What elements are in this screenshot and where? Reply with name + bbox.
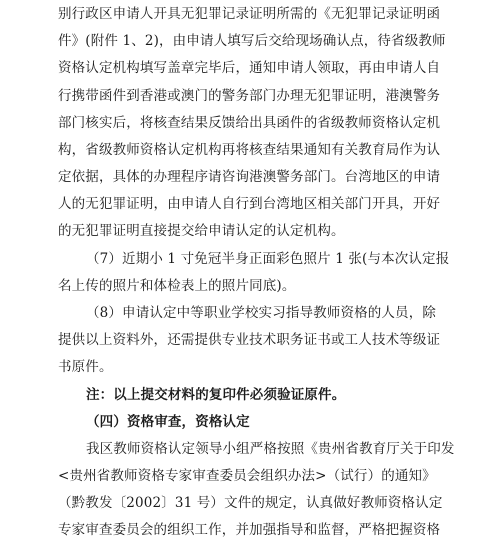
body-text-line: 书原件。 [58, 359, 113, 375]
body-text-line: 部门核实后，将核查结果反馈给出具函件的省级教师资格认定机 [58, 115, 441, 131]
item-7-text: （7）近期小 1 寸免冠半身正面彩色照片 1 张(与本次认定报 [86, 251, 450, 267]
body-text-line: 构，省级教师资格认定机构再将核查结果通知有关教育局作为认 [58, 142, 441, 158]
body-text-line: 资格认定机构填写盖章完毕后，通知申请人领取，再由申请人自 [58, 60, 441, 76]
body-text-line: 的无犯罪证明直接提交给申请认定的认定机构。 [58, 223, 345, 239]
body-text-line: 定依据，具体的办理程序请咨询港澳警务部门。台湾地区的申请 [58, 169, 441, 185]
body-text-line: 提供以上资料外，还需提供专业技术职务证书或工人技术等级证 [58, 332, 441, 348]
body-text-line: （黔教发〔2002〕31 号）文件的规定，认真做好教师资格认定 [58, 495, 443, 511]
body-text-line: <贵州省教师资格专家审查委员会组织办法>（试行）的通知》 [58, 468, 436, 484]
item-8-text: （8）申请认定中等职业学校实习指导教师资格的人员，除 [86, 305, 436, 321]
section-heading: （四）资格审查，资格认定 [86, 414, 250, 430]
body-text-line: 专家审查委员会的组织工作，并加强指导和监督，严格把握资格 [58, 522, 441, 538]
body-text-line: 我区教师资格认定领导小组严格按照《贵州省教育厅关于印发 [86, 441, 455, 457]
body-text-line: 件》(附件 1、2)，由申请人填写后交给现场确认点，待省级教师 [58, 33, 446, 49]
body-text-line: 名上传的照片和体检表上的照片同底)。 [58, 278, 296, 294]
body-text-line: 行携带函件到香港或澳门的警务部门办理无犯罪证明，港澳警务 [58, 88, 441, 104]
body-text-line: 别行政区申请人开具无犯罪记录证明所需的《无犯罪记录证明函 [58, 6, 441, 22]
body-text-line: 人的无犯罪证明，由申请人自行到台湾地区相关部门开具，开好 [58, 196, 441, 212]
note-text: 注：以上提交材料的复印件必须验证原件。 [86, 387, 346, 403]
